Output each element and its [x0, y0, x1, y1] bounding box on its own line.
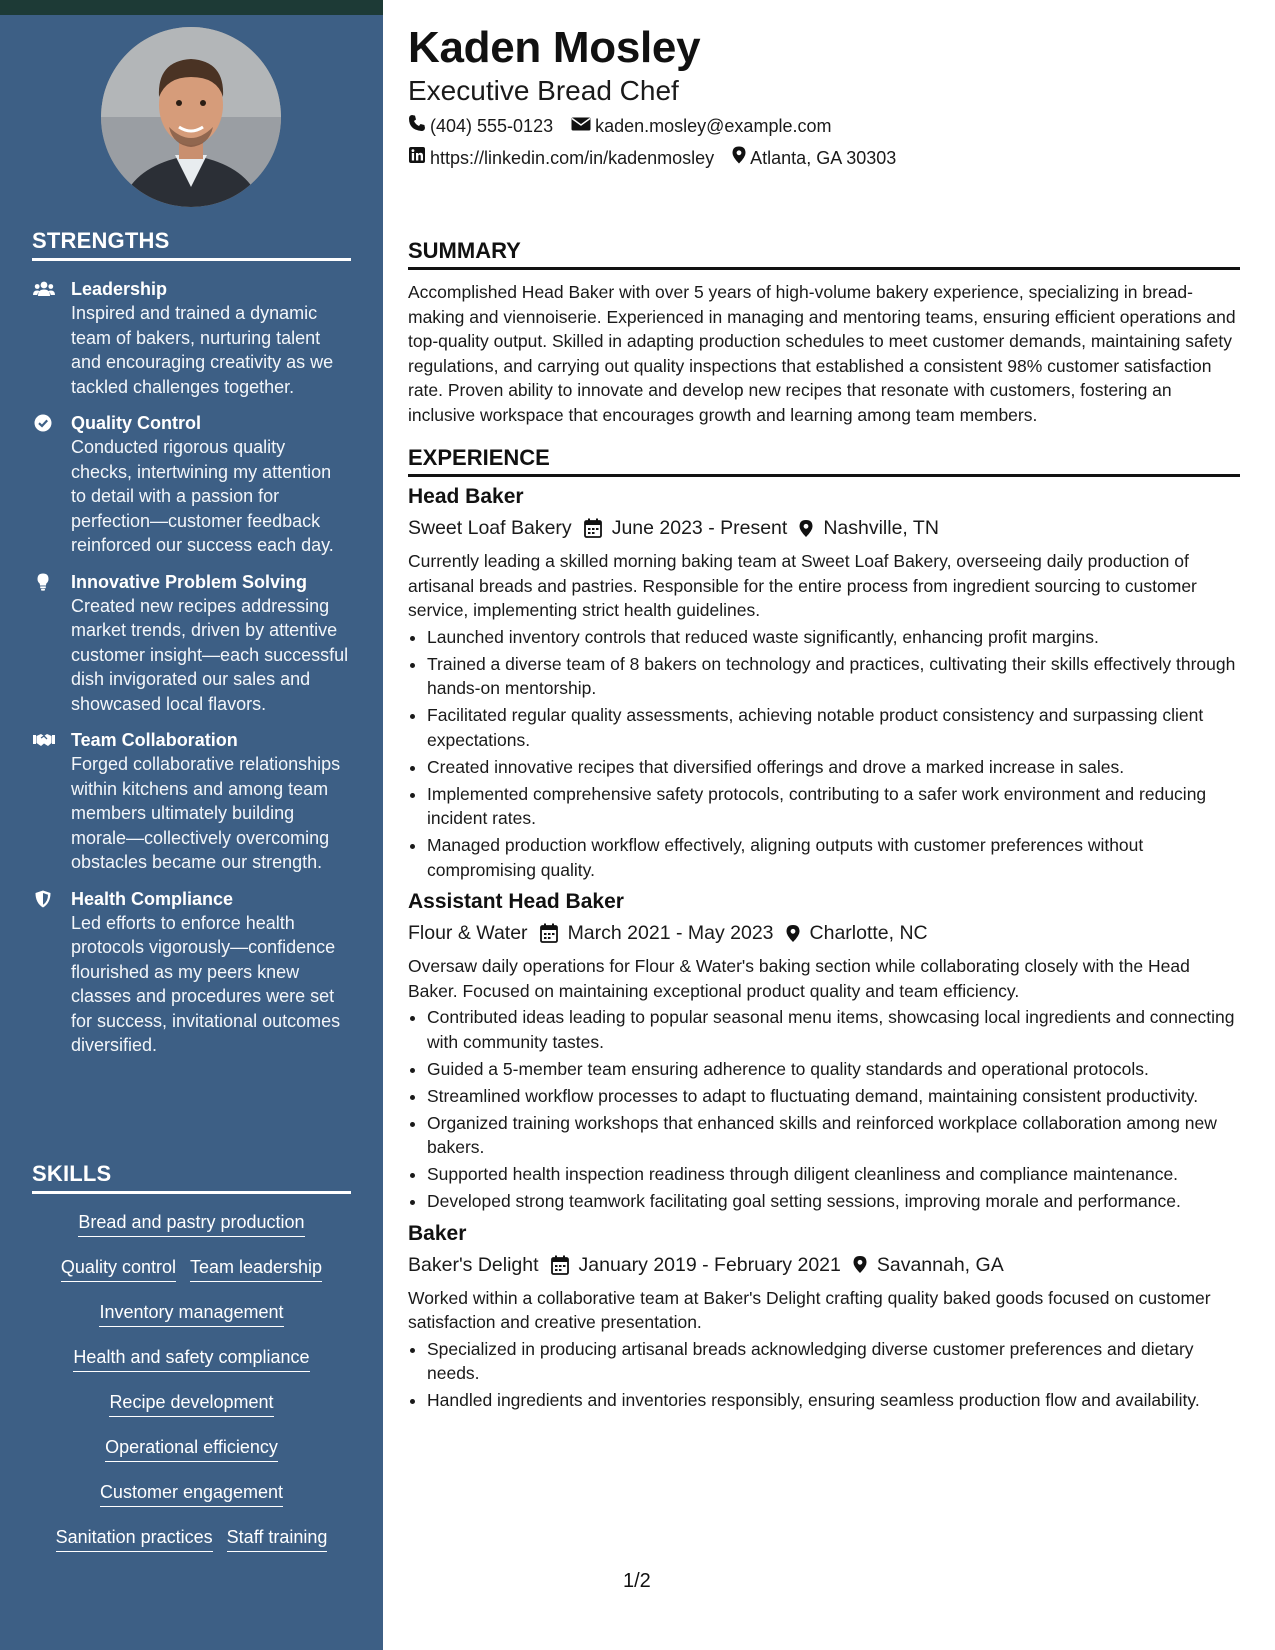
strengths-heading: STRENGTHS — [32, 228, 351, 261]
strength-title: Quality Control — [71, 413, 201, 433]
job-meta — [408, 1252, 1240, 1278]
skill-tag: Operational efficiency — [105, 1435, 278, 1462]
job-bullet: • Contributed ideas leading to popular seasonal menu items, showcasing local ingredients and connecting with community tastes. — [427, 1005, 1240, 1054]
map-pin-icon — [853, 1255, 867, 1274]
job-title: Baker — [408, 1221, 467, 1245]
summary-section — [408, 237, 1240, 427]
page-number: 1/2 — [623, 1570, 651, 1592]
contact-linkedin[interactable]: https://linkedin.com/in/kadenmosley — [408, 146, 714, 170]
job-bullet: • Created innovative recipes that diversified offerings and drove a marked increase in sales. — [427, 755, 1240, 780]
job-meta — [408, 920, 1240, 946]
company-name: Baker's Delight — [408, 1253, 539, 1276]
profile-photo — [101, 27, 281, 207]
experience-section — [408, 444, 1240, 1413]
strength-item — [32, 887, 351, 1058]
strength-title: Health Compliance — [71, 888, 234, 909]
strength-item — [32, 728, 351, 875]
job-bullets — [408, 1005, 1240, 1214]
contact-phone: (404) 555-0123 — [408, 114, 553, 138]
job-bullet: • Guided a 5-member team ensuring adherence to quality standards and operational protocols. — [427, 1057, 1240, 1082]
calendar-icon — [551, 1255, 569, 1275]
strength-desc: Inspired and trained a dynamic team of bakers, nurturing talent and encouraging creativity as we tackled challenges together. — [71, 303, 334, 397]
job-description: Oversaw daily operations for Flour & Water's baking section while collaborating closely with the Head Baker. Focused on maintaining exceptional product quality and team efficiency. — [408, 956, 1190, 1001]
job-bullet: • Trained a diverse team of 8 bakers on technology and practices, cultivating their skills effectively through hands-on mentorship. — [427, 652, 1240, 701]
users-icon — [33, 280, 55, 298]
strength-item — [32, 570, 351, 717]
job-bullet: • Handled ingredients and inventories responsibly, ensuring seamless production flow and availability. — [427, 1388, 1240, 1413]
job-bullet: • Implemented comprehensive safety protocols, contributing to a safer work environment and reducing incident rates. — [427, 782, 1240, 831]
skills-list — [32, 1210, 351, 1552]
job-bullet: • Managed production workflow effectively, aligning outputs with customer preferences without compromising quality. — [427, 833, 1240, 882]
strength-item — [32, 411, 351, 558]
contact-location: Atlanta, GA 30303 — [732, 146, 896, 170]
phone-icon — [408, 114, 430, 138]
candidate-title: Executive Bread Chef — [408, 75, 679, 106]
shield-icon — [33, 890, 55, 908]
summary-text: Accomplished Head Baker with over 5 years of high-volume bakery experience, specializing in bread-making and viennoiserie. Experienced in managing and mentoring teams, ensuring efficient operations and top-quality output. Skilled in adapting production schedules to meet customer demands, maintaining safety regulations, and carrying out quality inspections that established a consistent 98% customer satisfaction rate. Proven ability to innovate and develop new recipes that resonate with customers, fostering an inclusive workspace that encourages growth and learning among team members. — [408, 282, 1236, 425]
job-bullet: • Organized training workshops that enhanced skills and reinforced workplace collaboration among new bakers. — [427, 1111, 1240, 1160]
candidate-name: Kaden Mosley — [408, 23, 701, 72]
linkedin-icon — [408, 146, 430, 170]
job-bullet: • Streamlined workflow processes to adapt to fluctuating demand, maintaining consistent productivity. — [427, 1084, 1240, 1109]
calendar-icon — [540, 923, 558, 943]
envelope-icon — [571, 114, 595, 138]
job-bullets — [408, 625, 1240, 883]
experience-heading: EXPERIENCE — [408, 444, 1240, 477]
job-meta — [408, 515, 1240, 541]
job-entry — [408, 1220, 1240, 1413]
company-name: Sweet Loaf Bakery — [408, 517, 572, 539]
strength-item — [32, 277, 351, 399]
skills-section — [32, 1161, 351, 1570]
skill-tag: Team leadership — [190, 1255, 322, 1282]
map-pin-icon — [786, 924, 800, 943]
job-description: Currently leading a skilled morning baking team at Sweet Loaf Bakery, overseeing daily production of artisanal breads and pastries. Responsible for the entire process from ingredient sourcing to customer service, implementing strict health guidelines. — [408, 551, 1197, 620]
sidebar — [0, 0, 383, 1650]
contact-row — [408, 114, 1240, 138]
strength-desc: Led efforts to enforce health protocols vigorously—confidence flourished as my peers knew classes and procedures were set for success, invitational outcomes diversified. — [71, 912, 341, 1055]
main-content — [408, 22, 1240, 1415]
map-pin-icon — [799, 519, 813, 538]
check-circle-icon — [33, 414, 55, 432]
skills-heading: SKILLS — [32, 1161, 351, 1194]
strengths-section — [32, 228, 351, 1070]
skill-tag: Staff training — [227, 1525, 328, 1552]
strength-desc: Created new recipes addressing market trends, driven by attentive customer insight—each successful dish invigorated our sales and showcased local flavors. — [71, 595, 349, 714]
job-bullet: • Launched inventory controls that reduced waste significantly, enhancing profit margins. — [427, 625, 1240, 650]
job-title: Head Baker — [408, 485, 524, 508]
map-pin-icon — [732, 146, 750, 170]
skill-tag: Customer engagement — [100, 1480, 283, 1507]
lightbulb-icon — [33, 573, 55, 591]
skill-tag: Inventory management — [99, 1300, 283, 1327]
job-bullet: • Developed strong teamwork facilitating goal setting sessions, improving morale and performance. — [427, 1189, 1240, 1214]
job-location: Charlotte, NC — [809, 922, 928, 944]
job-location: Nashville, TN — [823, 517, 939, 539]
company-name: Flour & Water — [408, 922, 528, 944]
summary-heading: SUMMARY — [408, 237, 1240, 270]
contact-row — [408, 146, 1240, 170]
calendar-icon — [584, 518, 602, 538]
job-dates: March 2021 - May 2023 — [567, 922, 774, 944]
job-entry — [408, 888, 1240, 1214]
strength-desc: Conducted rigorous quality checks, intertwining my attention to detail with a passion for perfection—customer feedback reinforced our success each day. — [71, 437, 334, 555]
skill-tag: Recipe development — [109, 1390, 273, 1417]
job-bullet: • Supported health inspection readiness through diligent cleanliness and compliance maintenance. — [427, 1162, 1240, 1187]
sidebar-top-bar — [0, 0, 383, 15]
job-bullet: • Facilitated regular quality assessments, achieving notable product consistency and surpassing client expectations. — [427, 703, 1240, 752]
job-entry — [408, 483, 1240, 882]
job-bullets — [408, 1337, 1240, 1413]
skill-tag: Sanitation practices — [56, 1525, 213, 1552]
strength-desc: Forged collaborative relationships within kitchens and among team members ultimately building morale—collectively overcoming obstacles became our strength. — [71, 754, 341, 872]
job-dates: June 2023 - Present — [611, 517, 788, 539]
job-dates: January 2019 - February 2021 — [578, 1253, 841, 1276]
skill-tag: Bread and pastry production — [78, 1210, 304, 1237]
strength-title: Leadership — [71, 279, 168, 299]
job-description: Worked within a collaborative team at Baker's Delight crafting quality baked goods focused on customer satisfaction and creative presentation. — [408, 1287, 1211, 1332]
strength-title: Team Collaboration — [71, 730, 238, 750]
job-location: Savannah, GA — [876, 1253, 1004, 1276]
contact-email[interactable]: kaden.mosley@example.com — [571, 114, 831, 138]
job-bullet: • Specialized in producing artisanal breads acknowledging diverse customer preferences and dietary needs. — [427, 1337, 1240, 1386]
skill-tag: Health and safety compliance — [73, 1345, 309, 1372]
handshake-icon — [33, 731, 55, 749]
strength-title: Innovative Problem Solving — [71, 571, 308, 592]
job-title: Assistant Head Baker — [408, 890, 624, 913]
skill-tag: Quality control — [61, 1255, 176, 1282]
